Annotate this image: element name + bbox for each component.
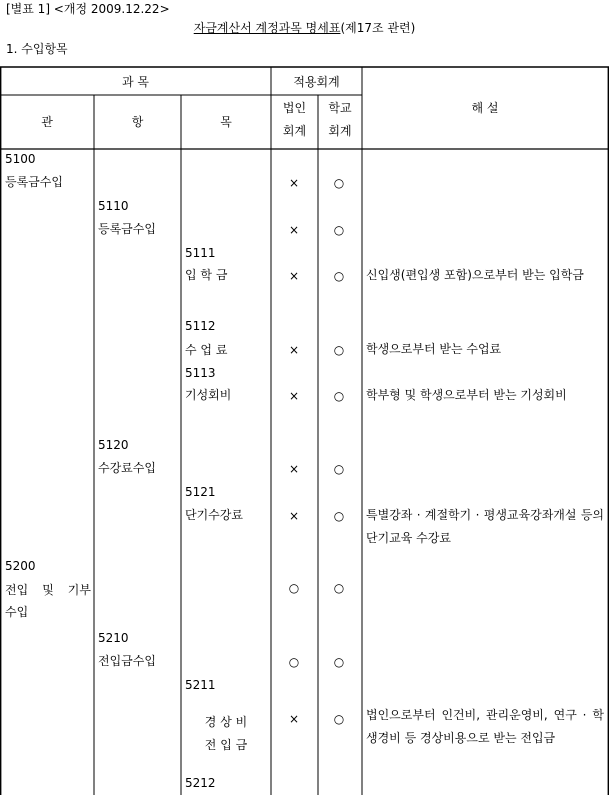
name-5110: 등록금수입 <box>98 222 156 236</box>
header-subject: 과 목 <box>122 75 149 89</box>
school-mark-5110: ○ <box>333 223 345 237</box>
school-mark-5111: ○ <box>333 269 345 283</box>
corp-mark-5113: × <box>288 389 300 403</box>
title-reference: (제17조 관련) <box>340 21 416 35</box>
school-mark-5120: ○ <box>333 462 345 476</box>
code-5212: 5212 <box>185 776 216 790</box>
code-5112: 5112 <box>185 319 216 333</box>
header-description: 해 설 <box>471 101 499 115</box>
name-5112: 수 업 료 <box>185 343 228 357</box>
desc-5111: 신입생(편입생 포함)으로부터 받는 입학금 <box>366 268 584 282</box>
header-gwan: 관 <box>41 115 53 129</box>
section-heading: 1. 수입항목 <box>6 42 68 56</box>
corp-mark-5111: × <box>288 269 300 283</box>
school-mark-5121: ○ <box>333 509 345 523</box>
desc-5211: 법인으로부터 인건비, 관리운영비, 연구 · 학생경비 등 경상비용으로 받는 전입금 <box>366 708 604 745</box>
name-5211-line1: 경 상 비 <box>204 715 248 729</box>
name-5121: 단기수강료 <box>185 508 243 522</box>
code-5111: 5111 <box>185 246 216 260</box>
code-5100: 5100 <box>5 152 36 166</box>
code-5121: 5121 <box>185 485 216 499</box>
corp-mark-5200: ○ <box>288 581 300 595</box>
appendix-tag: [별표 1] <개정 2009.12.22> <box>6 2 170 16</box>
corp-mark-5120: × <box>288 462 300 476</box>
school-mark-5113: ○ <box>333 389 345 403</box>
header-school-line1: 학교 <box>328 101 352 115</box>
corp-mark-5210: ○ <box>288 655 300 669</box>
school-mark-5210: ○ <box>333 655 345 669</box>
code-5211: 5211 <box>185 678 216 692</box>
code-5120: 5120 <box>98 438 129 452</box>
school-mark-5200: ○ <box>333 581 345 595</box>
corp-mark-5110: × <box>288 223 300 237</box>
name-5100: 등록금수입 <box>5 175 63 189</box>
code-5200: 5200 <box>5 559 36 573</box>
school-mark-5112: ○ <box>333 343 345 357</box>
corp-mark-5100: × <box>288 176 300 190</box>
code-5210: 5210 <box>98 631 129 645</box>
name-5211-line2: 전 입 금 <box>204 738 248 752</box>
header-corp-line2: 회계 <box>282 124 307 138</box>
school-mark-5100: ○ <box>333 176 345 190</box>
name-5111: 입 학 금 <box>185 268 228 282</box>
name-5113: 기성회비 <box>185 388 232 402</box>
name-5210: 전입금수입 <box>98 654 156 668</box>
desc-5112: 학생으로부터 받는 수업료 <box>366 342 502 356</box>
school-mark-5211: ○ <box>333 712 345 726</box>
header-hang: 항 <box>131 115 144 129</box>
header-applied-accounting: 적용회계 <box>293 75 340 89</box>
corp-mark-5121: × <box>288 509 300 523</box>
name-5200-line2: 수입 <box>5 605 29 619</box>
code-5110: 5110 <box>98 199 129 213</box>
header-mok: 목 <box>220 115 232 129</box>
code-5113: 5113 <box>185 366 216 380</box>
name-5200-line1: 전입 및 기부 <box>5 583 91 597</box>
title-main: 자금계산서 계정과목 명세표 <box>193 21 341 35</box>
desc-5113: 학부형 및 학생으로부터 받는 기성회비 <box>366 388 567 402</box>
header-school-line2: 회계 <box>328 124 352 138</box>
desc-5121: 특별강좌 · 계절학기 · 평생교육강좌개설 등의 단기교육 수강료 <box>366 508 604 545</box>
name-5120: 수강료수입 <box>98 461 156 475</box>
corp-mark-5211: × <box>288 712 300 726</box>
header-corp-line1: 법인 <box>282 101 307 115</box>
corp-mark-5112: × <box>288 343 300 357</box>
